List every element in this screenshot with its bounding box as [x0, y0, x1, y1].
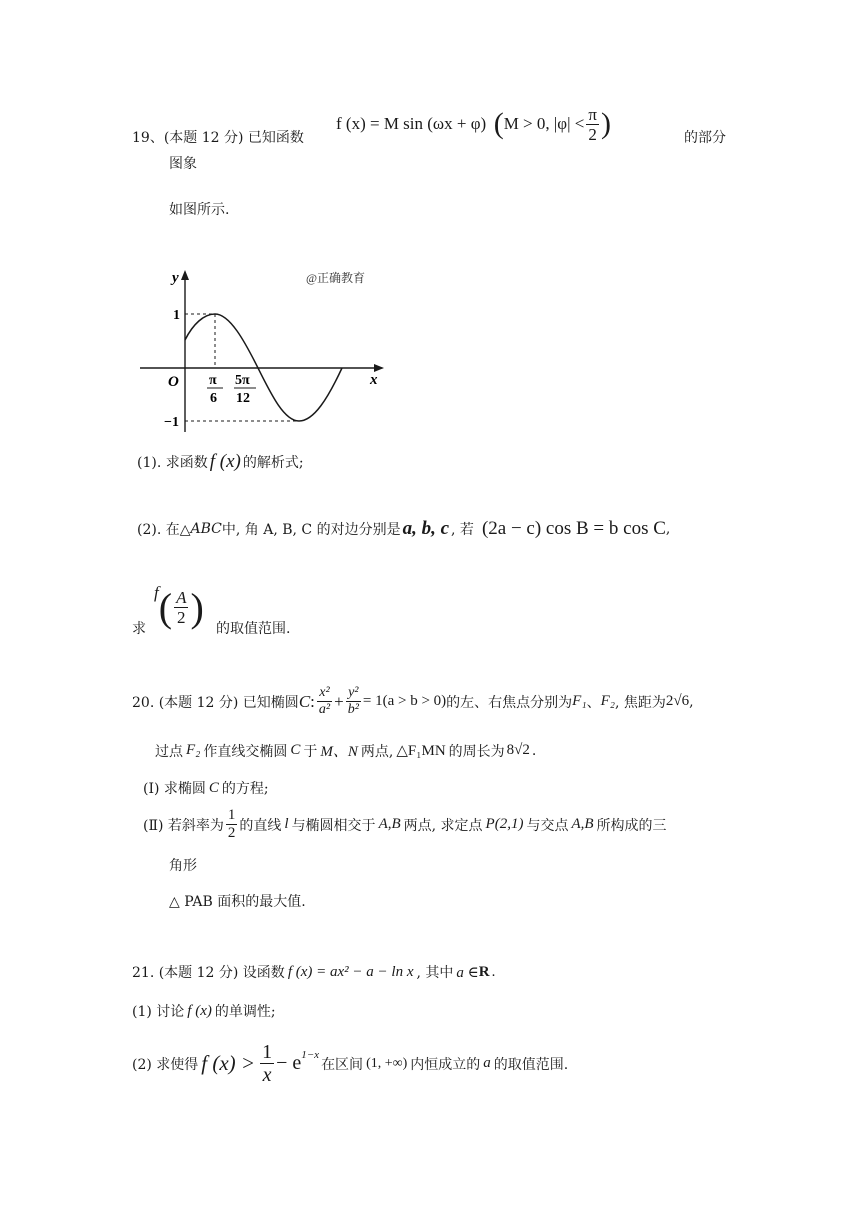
q20-x2-over-a2: $\frac{\text{x²}}{\text{a²}}$	[318, 685, 331, 717]
q19-part2-tail: 的取值范围.	[216, 621, 291, 637]
q19-part2-equation: (2a − c) cos B = b cos C	[481, 518, 666, 539]
tick2-numerator: 5π	[235, 373, 250, 388]
sine-graph	[138, 262, 390, 438]
q19-function-formula: f (x) = M sin (ωx + φ) ( M > 0, |φ| < $\frac{\pi}{2}$ )	[336, 104, 611, 144]
q19-f-of-A-over-2: f ( $\frac{A}{2}$ )	[154, 582, 204, 630]
q21-line1: 21. (本题 12 分) 设函数 f (x) = ax² − a − ln x , 其中 a ∈ R .	[132, 963, 496, 981]
tick1-numerator: π	[209, 373, 217, 388]
q19-line3: 如图所示.	[169, 202, 230, 218]
x-axis-label: x	[370, 372, 378, 388]
q19-func-cond: M > 0, |φ| <	[503, 114, 585, 133]
q20-part2: (Ⅱ) 若斜率为 $\frac{1}{2}$ 的直线 l 与椭圆相交于 A,B 两点, 求定点 P(2,1) 与交点 A,B 所构成的三	[143, 807, 667, 841]
q20-part1: (Ⅰ) 求椭圆 C 的方程;	[143, 779, 269, 797]
q19-part2: (2). 在△ ABC 中, 角 A, B, C 的对边分别是 a, b, c , 若 (2a − c) cos B = b cos C ,	[137, 518, 671, 539]
q19-part2-sides: a, b, c	[402, 518, 450, 539]
y-axis-label: y	[172, 270, 179, 286]
q20-slope-half: $\frac{1}{2}$	[227, 807, 236, 841]
x-axis-arrow-icon	[374, 364, 384, 372]
watermark: @正确教育	[306, 271, 366, 285]
q20-line2: 过点 F₂ 作直线交椭圆 C 于 M、N 两点, △F₁MN 的周长为 8√2 .	[155, 742, 537, 760]
q19-heading-tail: 的部分	[684, 130, 726, 146]
q21-part2: (2) 求使得 f (x) > $\frac{1}{x}$ − e 1−x 在区间 (1, +∞) 内恒成立的 a 的取值范围.	[132, 1041, 569, 1086]
q19-func-lhs: f (x) = M sin (ωx + φ)	[336, 114, 487, 133]
tick2-denominator: 12	[236, 391, 250, 406]
q21-one-over-x: $\frac{1}{x}$	[262, 1041, 273, 1086]
origin-label: O	[168, 374, 179, 390]
q20-part2-line2: 角形	[169, 858, 197, 874]
q19-pi-over-2: $\frac{\pi}{2}$	[588, 104, 597, 144]
q21-inequality-lhs: f (x) >	[201, 1051, 256, 1075]
y-max-label: 1	[173, 308, 180, 323]
q20-y2-over-b2: $\frac{\text{y²}}{\text{b²}}$	[347, 685, 359, 717]
q19-part1: (1). 求函数 f (x) 的解析式;	[137, 451, 304, 472]
q19-heading: 19、(本题 12 分) 已知函数	[132, 130, 304, 146]
q21-part1: (1) 讨论 f (x) 的单调性;	[132, 1002, 276, 1020]
y-axis-arrow-icon	[181, 270, 189, 280]
q19-line2: 图象	[169, 156, 197, 172]
q19-part1-func: f (x)	[209, 451, 241, 472]
q20-part2-line3: △ PAB 面积的最大值.	[169, 894, 306, 910]
q19-part2-ask: 求	[132, 621, 146, 637]
y-min-label: −1	[164, 415, 179, 430]
tick1-denominator: 6	[210, 391, 217, 406]
q20-line1: 20. (本题 12 分) 已知椭圆 C : $\frac{\text{x²}}{\text{a²}}$ + $\frac{\text{y²}}{\text{b²}}$ = 1(a > b > 0) 的左、右焦点分别为 F₁ 、 F₂ , 焦距为 2√6 ,	[132, 685, 694, 717]
